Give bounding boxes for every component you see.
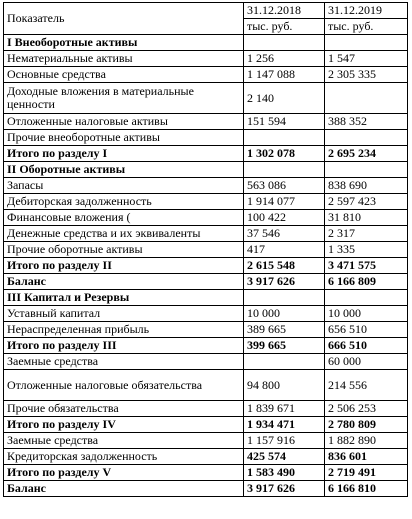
row-value-2019: 2 506 253	[325, 401, 408, 417]
table-row	[4, 465, 408, 481]
row-value-2019: 2 305 335	[325, 67, 408, 83]
header-date-2019: 31.12.2019	[325, 3, 408, 19]
row-value-2019	[325, 290, 408, 306]
row-value-2018: 1 302 078	[244, 146, 325, 162]
row-value-2018: 2 140	[244, 83, 325, 114]
row-label: II Оборотные активы	[4, 162, 244, 178]
row-value-2018: 1 839 671	[244, 401, 325, 417]
row-label: Нераспределенная прибыль	[4, 322, 244, 338]
row-label: Прочие оборотные активы	[4, 242, 244, 258]
row-value-2019: 836 601	[325, 449, 408, 465]
table-row	[4, 114, 408, 130]
row-value-2018: 37 546	[244, 226, 325, 242]
header-indicator: Показатель	[4, 3, 244, 35]
row-label: Итого по разделу I	[4, 146, 244, 162]
table-row	[4, 417, 408, 433]
row-label: Итого по разделу V	[4, 465, 244, 481]
row-value-2019: 31 810	[325, 210, 408, 226]
table-row	[4, 242, 408, 258]
row-value-2018: 3 917 626	[244, 274, 325, 290]
table-row	[4, 370, 408, 401]
table-row	[4, 481, 408, 497]
row-value-2018	[244, 162, 325, 178]
row-label: Отложенные налоговые активы	[4, 114, 244, 130]
row-value-2019: 2 317	[325, 226, 408, 242]
row-value-2019	[325, 162, 408, 178]
row-label: III Капитал и Резервы	[4, 290, 244, 306]
row-value-2018: 1 256	[244, 51, 325, 67]
row-value-2018: 151 594	[244, 114, 325, 130]
row-value-2018	[244, 354, 325, 370]
row-value-2018: 100 422	[244, 210, 325, 226]
header-row-dates	[4, 3, 408, 19]
row-label: Отложенные налоговые обязательства	[4, 370, 244, 401]
row-value-2019: 2 780 809	[325, 417, 408, 433]
row-label: Доходные вложения в материальные ценности	[4, 83, 244, 114]
table-row	[4, 67, 408, 83]
table-row	[4, 306, 408, 322]
row-value-2018: 1 583 490	[244, 465, 325, 481]
balance-table	[3, 2, 408, 497]
table-row	[4, 354, 408, 370]
row-value-2019: 1 882 890	[325, 433, 408, 449]
row-value-2018	[244, 290, 325, 306]
row-label: Баланс	[4, 274, 244, 290]
row-label: Заемные средства	[4, 433, 244, 449]
table-row	[4, 35, 408, 51]
row-value-2018	[244, 35, 325, 51]
row-label: Прочие внеоборотные активы	[4, 130, 244, 146]
row-label: Запасы	[4, 178, 244, 194]
row-value-2018: 10 000	[244, 306, 325, 322]
row-value-2018: 563 086	[244, 178, 325, 194]
row-label: Кредиторская задолженность	[4, 449, 244, 465]
row-value-2018: 1 157 916	[244, 433, 325, 449]
row-label: Уставный капитал	[4, 306, 244, 322]
row-value-2018: 3 917 626	[244, 481, 325, 497]
table-row	[4, 226, 408, 242]
row-label: I Внеоборотные активы	[4, 35, 244, 51]
row-label: Итого по разделу III	[4, 338, 244, 354]
row-label: Дебиторская задолженность	[4, 194, 244, 210]
row-value-2019: 388 352	[325, 114, 408, 130]
row-label: Нематериальные активы	[4, 51, 244, 67]
row-label: Основные средства	[4, 67, 244, 83]
row-value-2018: 389 665	[244, 322, 325, 338]
header-unit-2018: тыс. руб.	[244, 19, 325, 35]
table-row	[4, 322, 408, 338]
table-row	[4, 401, 408, 417]
table-row	[4, 338, 408, 354]
row-value-2018: 425 574	[244, 449, 325, 465]
table-row	[4, 290, 408, 306]
row-label: Итого по разделу IV	[4, 417, 244, 433]
row-value-2019: 6 166 809	[325, 274, 408, 290]
row-value-2018: 417	[244, 242, 325, 258]
table-row	[4, 274, 408, 290]
row-label: Заемные средства	[4, 354, 244, 370]
row-value-2019: 666 510	[325, 338, 408, 354]
table-row	[4, 210, 408, 226]
row-value-2019: 60 000	[325, 354, 408, 370]
row-value-2019	[325, 130, 408, 146]
row-value-2019: 838 690	[325, 178, 408, 194]
table-row	[4, 162, 408, 178]
row-value-2019: 2 719 491	[325, 465, 408, 481]
row-value-2018: 399 665	[244, 338, 325, 354]
table-row	[4, 51, 408, 67]
row-value-2019: 2 597 423	[325, 194, 408, 210]
row-value-2019: 3 471 575	[325, 258, 408, 274]
header-date-2018: 31.12.2018	[244, 3, 325, 19]
row-value-2018: 94 800	[244, 370, 325, 401]
row-value-2018: 1 934 471	[244, 417, 325, 433]
row-value-2019: 1 547	[325, 51, 408, 67]
table-row	[4, 146, 408, 162]
table-row	[4, 258, 408, 274]
table-row	[4, 83, 408, 114]
table-row	[4, 194, 408, 210]
table-row	[4, 433, 408, 449]
table-row	[4, 449, 408, 465]
row-label: Денежные средства и их эквиваленты	[4, 226, 244, 242]
row-label: Финансовые вложения (	[4, 210, 244, 226]
table-row	[4, 178, 408, 194]
row-label: Итого по разделу II	[4, 258, 244, 274]
row-label: Прочие обязательства	[4, 401, 244, 417]
row-value-2019	[325, 83, 408, 114]
row-value-2019: 6 166 810	[325, 481, 408, 497]
row-value-2019: 1 335	[325, 242, 408, 258]
header-unit-2019: тыс. руб.	[325, 19, 408, 35]
row-value-2019	[325, 35, 408, 51]
row-value-2018: 2 615 548	[244, 258, 325, 274]
row-value-2018: 1 914 077	[244, 194, 325, 210]
row-value-2019: 2 695 234	[325, 146, 408, 162]
row-value-2018	[244, 130, 325, 146]
row-value-2019: 656 510	[325, 322, 408, 338]
row-label: Баланс	[4, 481, 244, 497]
table-row	[4, 130, 408, 146]
row-value-2019: 214 556	[325, 370, 408, 401]
row-value-2018: 1 147 088	[244, 67, 325, 83]
row-value-2019: 10 000	[325, 306, 408, 322]
